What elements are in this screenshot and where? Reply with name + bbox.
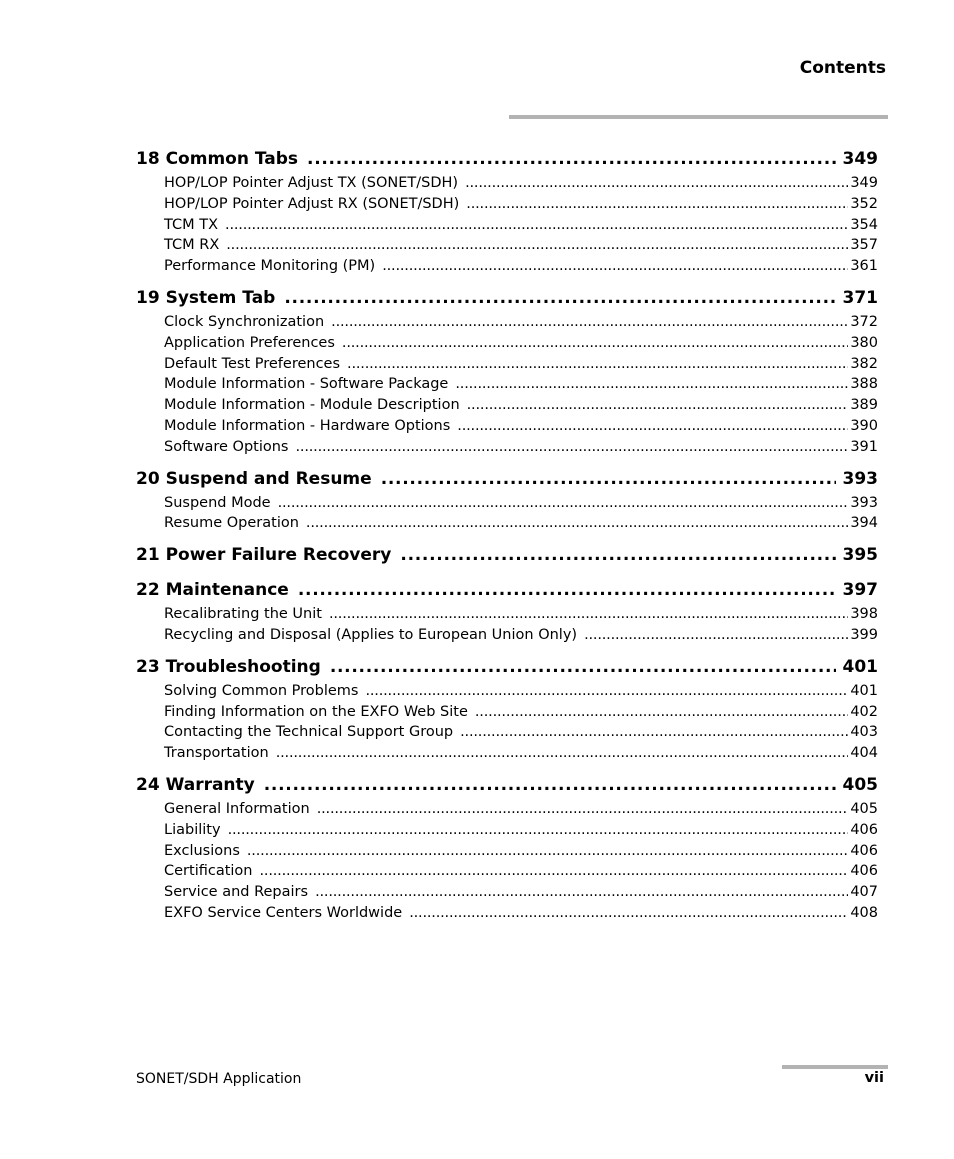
toc-section-entry[interactable] (136, 235, 878, 256)
toc-chapter-entry[interactable] (136, 542, 878, 569)
toc-section-page: 357 (850, 237, 878, 254)
toc-dot-leader (226, 235, 848, 256)
toc-section-title: Suspend Mode (164, 494, 271, 511)
toc-section-entry[interactable] (136, 903, 878, 924)
toc-dot-leader (347, 354, 848, 375)
toc-section-page: 389 (850, 397, 878, 414)
toc-section-page: 405 (850, 800, 878, 817)
toc-section-entry[interactable] (136, 799, 878, 820)
toc-section-title: HOP/LOP Pointer Adjust RX (SONET/SDH) (164, 195, 460, 212)
toc-dot-leader (306, 513, 848, 534)
toc-dot-leader (298, 577, 836, 604)
toc-chapter-title: 18 Common Tabs (136, 149, 299, 169)
toc-chapter (136, 772, 878, 924)
toc-section-title: Finding Information on the EXFO Web Site (164, 703, 468, 720)
toc-section-page: 406 (850, 842, 878, 859)
toc-chapter-entry[interactable] (136, 146, 878, 173)
toc-section-title: Solving Common Problems (164, 682, 359, 699)
toc-section-page: 380 (850, 334, 878, 351)
toc-dot-leader (331, 312, 848, 333)
toc-section-entry[interactable] (136, 194, 878, 215)
toc-dot-leader (330, 654, 836, 681)
toc-dot-leader (467, 395, 849, 416)
toc-section-page: 399 (850, 626, 878, 643)
toc-section-page: 406 (850, 821, 878, 838)
page-header-title: Contents (799, 58, 886, 78)
toc-section-entry[interactable] (136, 625, 878, 646)
toc-section-entry[interactable] (136, 743, 878, 764)
toc-section-title: Certification (164, 863, 253, 880)
toc-chapter (136, 577, 878, 646)
toc-chapter-page: 393 (842, 468, 878, 489)
toc-section-title: Resume Operation (164, 515, 299, 532)
toc-section-entry[interactable] (136, 312, 878, 333)
toc-section-title: Liability (164, 821, 221, 838)
toc-section-entry[interactable] (136, 354, 878, 375)
toc-dot-leader (400, 542, 835, 569)
toc-section-entry[interactable] (136, 493, 878, 514)
toc-section-page: 408 (850, 904, 878, 921)
toc-section-entry[interactable] (136, 841, 878, 862)
header-rule (509, 115, 888, 119)
toc-dot-leader (264, 772, 836, 799)
toc-section-page: 398 (850, 606, 878, 623)
toc-dot-leader (260, 861, 849, 882)
toc-section-title: General Information (164, 800, 310, 817)
toc-dot-leader (342, 333, 848, 354)
toc-chapter-entry[interactable] (136, 654, 878, 681)
toc-chapter-page: 349 (842, 149, 878, 169)
toc-dot-leader (455, 374, 848, 395)
toc-section-title: Clock Synchronization (164, 313, 325, 330)
toc-chapter (136, 466, 878, 535)
toc-section-page: 391 (850, 438, 878, 455)
toc-section-title: Transportation (164, 745, 269, 762)
toc-section-entry[interactable] (136, 722, 878, 743)
toc-chapter-page: 395 (842, 545, 878, 566)
toc-section-entry[interactable] (136, 256, 878, 277)
toc-section-page: 406 (850, 863, 878, 880)
toc-section-page: 394 (850, 515, 878, 532)
toc-section-entry[interactable] (136, 215, 878, 236)
toc-chapter-title: 24 Warranty (136, 774, 255, 795)
toc-chapter (136, 146, 878, 277)
toc-dot-leader (465, 173, 848, 194)
toc-chapter-entry[interactable] (136, 577, 878, 604)
toc-chapter-page: 401 (842, 656, 878, 677)
toc-dot-leader (475, 702, 848, 723)
toc-section-entry[interactable] (136, 681, 878, 702)
toc-chapter (136, 542, 878, 569)
toc-section-title: TCM RX (164, 237, 220, 254)
toc-section-title: HOP/LOP Pointer Adjust TX (SONET/SDH) (164, 175, 459, 191)
toc-chapter-title: 22 Maintenance (136, 580, 289, 601)
toc-section-entry[interactable] (136, 173, 878, 194)
toc-section-page: 401 (850, 682, 878, 699)
toc-section-page: 407 (850, 884, 878, 901)
toc-section-entry[interactable] (136, 333, 878, 354)
toc-section-page: 354 (850, 216, 878, 233)
toc-chapter-title: 20 Suspend and Resume (136, 468, 372, 489)
toc-section-entry[interactable] (136, 437, 878, 458)
toc-section-page: 352 (850, 195, 878, 212)
toc-chapter-page: 397 (842, 580, 878, 601)
toc-section-title: Default Test Preferences (164, 355, 341, 372)
toc-section-entry[interactable] (136, 374, 878, 395)
toc-section-title: Module Information - Hardware Options (164, 417, 451, 434)
toc-chapter-title: 21 Power Failure Recovery (136, 545, 392, 566)
toc-section-entry[interactable] (136, 882, 878, 903)
toc-chapter-page: 405 (842, 774, 878, 795)
toc-dot-leader (228, 820, 849, 841)
toc-section-title: EXFO Service Centers Worldwide (164, 904, 403, 921)
toc-section-page: 402 (850, 703, 878, 720)
toc-dot-leader (284, 285, 835, 312)
toc-section-entry[interactable] (136, 861, 878, 882)
toc-section-page: 372 (850, 313, 878, 330)
footer-page-number: vii (864, 1070, 884, 1086)
toc-section-entry[interactable] (136, 604, 878, 625)
toc-dot-leader (381, 466, 836, 493)
toc-chapter-entry[interactable] (136, 285, 878, 312)
toc-section-entry[interactable] (136, 513, 878, 534)
toc-dot-leader (295, 437, 848, 458)
toc-chapter (136, 285, 878, 458)
toc-dot-leader (466, 194, 848, 215)
toc-dot-leader (457, 416, 848, 437)
toc-section-entry[interactable] (136, 416, 878, 437)
toc-section-title: Performance Monitoring (PM) (164, 258, 376, 275)
toc-dot-leader (584, 625, 848, 646)
toc-dot-leader (225, 215, 848, 236)
toc-section-title: TCM TX (164, 216, 219, 233)
toc-chapter-entry[interactable] (136, 772, 878, 799)
toc-dot-leader (329, 604, 848, 625)
toc-dot-leader (409, 903, 848, 924)
toc-section-entry[interactable] (136, 820, 878, 841)
toc-chapter-title: 19 System Tab (136, 287, 276, 308)
toc-dot-leader (278, 493, 849, 514)
toc-chapter (136, 654, 878, 764)
toc-section-title: Module Information - Software Package (164, 376, 449, 393)
toc-section-title: Contacting the Technical Support Group (164, 724, 454, 741)
toc-section-page: 390 (850, 417, 878, 434)
toc-section-title: Application Preferences (164, 334, 335, 351)
toc-dot-leader (276, 743, 849, 764)
toc-section-page: 404 (850, 745, 878, 762)
toc-section-title: Service and Repairs (164, 884, 309, 901)
toc-section-title: Recalibrating the Unit (164, 606, 322, 623)
toc-dot-leader (247, 841, 848, 862)
toc-section-page: 361 (850, 258, 878, 275)
toc-chapter-entry[interactable] (136, 466, 878, 493)
toc-section-page: 349 (850, 175, 878, 191)
footer-document-title: SONET/SDH Application (136, 1071, 302, 1087)
toc-section-page: 393 (850, 494, 878, 511)
toc-chapter-title: 23 Troubleshooting (136, 656, 321, 677)
toc-section-title: Software Options (164, 438, 289, 455)
toc-section-entry[interactable] (136, 395, 878, 416)
toc-section-entry[interactable] (136, 702, 878, 723)
toc-dot-leader (307, 146, 835, 173)
toc-section-page: 382 (850, 355, 878, 372)
toc-section-title: Exclusions (164, 842, 240, 859)
table-of-contents (136, 146, 878, 932)
toc-chapter-page: 371 (842, 287, 878, 308)
footer-rule (782, 1065, 888, 1069)
toc-dot-leader (315, 882, 848, 903)
toc-section-page: 403 (850, 724, 878, 741)
toc-section-title: Recycling and Disposal (Applies to European Union Only) (164, 626, 578, 643)
toc-dot-leader (382, 256, 848, 277)
toc-section-page: 388 (850, 376, 878, 393)
toc-dot-leader (460, 722, 848, 743)
toc-dot-leader (317, 799, 849, 820)
toc-section-title: Module Information - Module Description (164, 397, 460, 414)
toc-dot-leader (365, 681, 848, 702)
